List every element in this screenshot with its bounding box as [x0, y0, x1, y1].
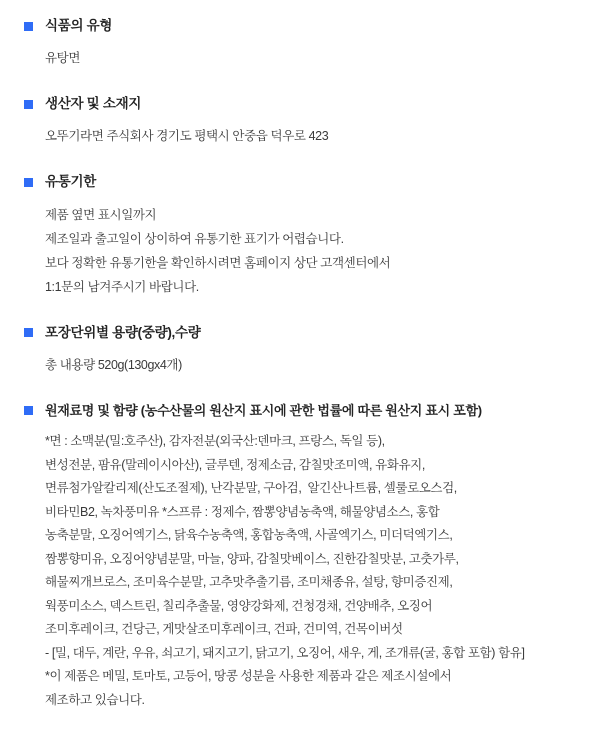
section-manufacturer-location [24, 96, 576, 148]
section-header [24, 96, 576, 112]
section-body [24, 203, 576, 299]
section-title: 원재료명 및 함량 (농수산물의 원산지 표시에 관한 법률에 따른 원산지 표시 포함) [45, 402, 482, 418]
text-line: 제조하고 있습니다. [45, 692, 145, 707]
section-ingredients-origin [24, 403, 576, 713]
square-bullet-icon [24, 406, 33, 415]
section-food-type [24, 18, 576, 70]
section-expiration-date [24, 174, 576, 298]
square-bullet-icon [24, 22, 33, 31]
text-line: 유탕면 [45, 51, 81, 66]
section-header [24, 174, 576, 190]
text-line: *이 제품은 메밀, 토마토, 고등어, 땅콩 성분을 사용한 제품과 같은 제조시설에서 [45, 669, 452, 684]
text-line: 농축분말, 오징어엑기스, 닭육수농축액, 홍합농축액, 사골엑기스, 미더덕엑기스, [45, 528, 453, 543]
text-line: 1:1문의 남겨주시기 바랍니다. [45, 279, 199, 294]
square-bullet-icon [24, 100, 33, 109]
section-body [24, 46, 576, 70]
text-line: 보다 정확한 유통기한을 확인하시려면 홈페이지 상단 고객센터에서 [45, 255, 391, 270]
section-title: 포장단위별 용량(중량),수량 [45, 324, 201, 340]
square-bullet-icon [24, 328, 33, 337]
text-line: 총 내용량 520g(130gx4개) [45, 357, 182, 372]
section-header [24, 18, 576, 34]
section-title: 생산자 및 소재지 [45, 96, 142, 112]
text-line: 오뚜기라면 주식회사 경기도 평택시 안중읍 덕우로 423 [45, 129, 329, 144]
section-title: 유통기한 [45, 174, 96, 190]
text-line: 변성전분, 팜유(말레이시아산), 글루텐, 정제소금, 감칠맛조미액, 유화유지, [45, 457, 425, 472]
text-line: - [밀, 대두, 계란, 우유, 쇠고기, 돼지고기, 닭고기, 오징어, 새우, 게, 조개류(굴, 홍합 포함) 함유] [45, 645, 525, 660]
section-package-volume-quantity [24, 325, 576, 377]
text-line: 제품 옆면 표시일까지 [45, 207, 157, 222]
text-line: 조미후레이크, 건당근, 게맛살조미후레이크, 건파, 건미역, 건목이버섯 [45, 622, 403, 637]
text-line: 해물찌개브로스, 조미육수분말, 고추맛추출기름, 조미채종유, 설탕, 향미증진제, [45, 575, 453, 590]
square-bullet-icon [24, 178, 33, 187]
text-line: *면 : 소맥분(밀:호주산), 감자전분(외국산:덴마크, 프랑스, 독일 등), [45, 434, 385, 449]
section-body [24, 124, 576, 148]
section-header [24, 325, 576, 341]
text-line: 짬뽕향미유, 오징어양념분말, 마늘, 양파, 감칠맛베이스, 진한감칠맛분, 고춧가루, [45, 551, 459, 566]
section-body [24, 430, 576, 712]
text-line: 면류첨가알칼리제(산도조절제), 난각분말, 구아검, 알긴산나트륨, 셀룰로오스검, [45, 481, 457, 496]
text-line: 웍풍미소스, 덱스트린, 칠리추출물, 영양강화제, 건청경채, 건양배추, 오징어 [45, 598, 433, 613]
text-line: 제조일과 출고일이 상이하여 유통기한 표기가 어렵습니다. [45, 231, 344, 246]
text-line: 비타민B2, 녹차풍미유 *스프류 : 정제수, 짬뽕양념농축액, 해물양념소스, 홍합 [45, 504, 440, 519]
section-title: 식품의 유형 [45, 18, 113, 33]
section-body [24, 353, 576, 377]
section-header [24, 403, 576, 419]
